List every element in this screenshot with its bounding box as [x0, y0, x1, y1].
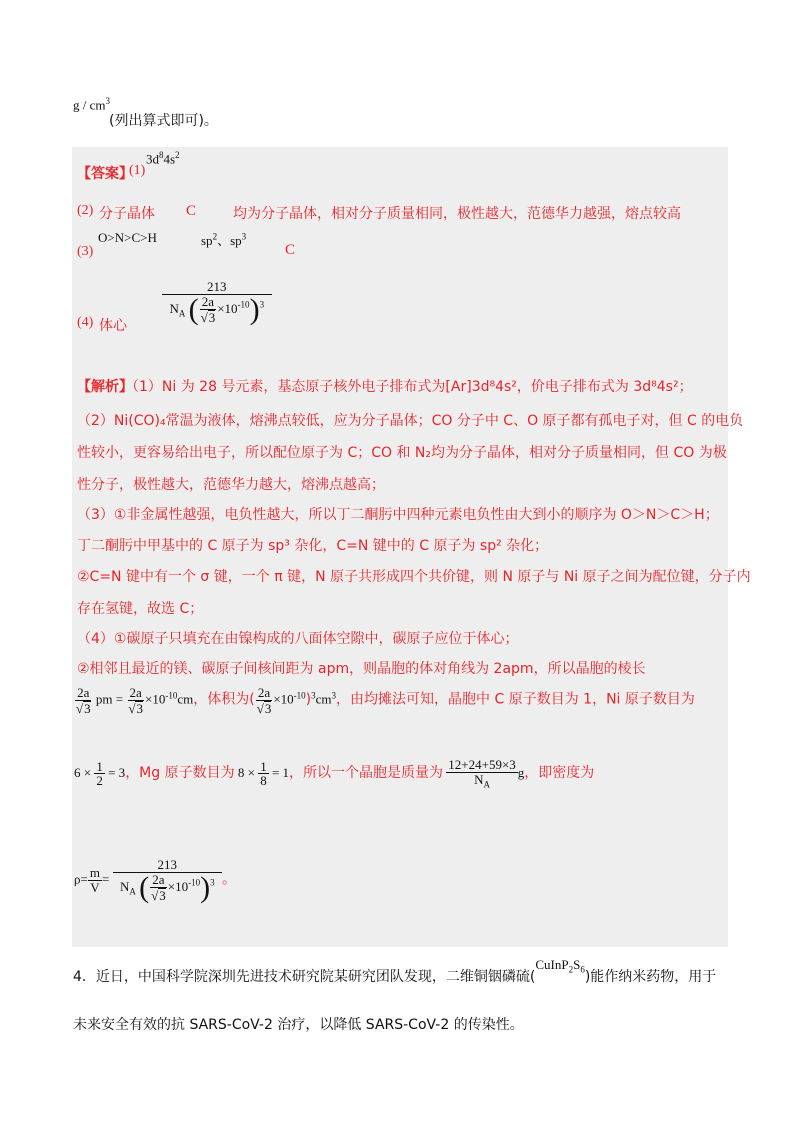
analysis-l2: （2）Ni(CO)₄常温为液体，熔沸点较低，应为分子晶体；CO 分子中 C、O 原子都有孤电子对，但 C 的电负 [77, 413, 744, 429]
analysis-l10: ②相邻且最近的镁、碳原子间核间距为 apm，则晶胞的体对角线为 2apm，所以晶胞的棱长 [77, 661, 646, 677]
analysis-l7: ②C=N 键中有一个 σ 键，一个 π 键，N 原子共形成四个共价键，则 N 原子与 Ni 原子之间为配位键，分子内 [77, 569, 751, 585]
analysis-l9: （4）①碳原子只填充在由镍构成的八面体空隙中，碳原子应位于体心； [77, 631, 519, 647]
analysis-l3: 性较小，更容易给出电子，所以配位原子为 C；CO 和 N₂均为分子晶体，相对分子质量相同，但 CO 为极 [77, 445, 727, 461]
answer-p3-choice: C [285, 242, 296, 258]
answer-p4-a: 体心 [99, 318, 127, 334]
analysis-formula-3: ρ= $\frac{m}{V}$ = 213 $N_A$ ( $\frac{2a}{√3}$ $\times 10^{-10})^3$ 。 [74, 857, 237, 904]
answer-p2-a: 分子晶体 [99, 206, 155, 222]
unit: g / cm [73, 97, 106, 113]
answer-p2-num: (2) [77, 203, 94, 218]
answer-p3-hyb: $sp^2$、$sp^3$ [201, 231, 247, 248]
analysis-formula-1: $\frac{2a}{√3}$ pm = $\frac{2a}{√3}$ $\times 10^{-10}cm$，体积为( $\frac{2a}{√3}$ $\times 10^{-10})^3cm^3$，由均摊法可知，晶胞中 C 原子数目为 1，Ni 原子数目为 [76, 685, 695, 716]
answer-p3-order: O>N>C>H [98, 230, 157, 245]
answer-p1-config: $3d^84s^2$ [146, 150, 180, 167]
analysis-l5: （3）①非金属性越强，电负性越大，所以丁二酮肟中四种元素电负性由大到小的顺序为 O＞N＞C＞H； [77, 507, 719, 523]
analysis-label: 【解析】 [77, 379, 133, 395]
answer-p4-num: (4) [77, 315, 94, 330]
top-note: (列出算式即可)。 [109, 113, 218, 129]
analysis-l8: 存在氢键，故选 C； [77, 601, 204, 617]
answer-p1-num: (1) [129, 163, 146, 178]
q4-line-2: 未来安全有效的抗 SARS-CoV-2 治疗，以降低 SARS-CoV-2 的传染性。 [73, 1017, 524, 1033]
analysis-formula-2: 6 × $\frac{1}{2}$ = 3，Mg 原子数目为 8 × $\frac{1}{8}$ = 1，所以一个晶胞是质量为 $\frac{12+24+59\times 3}{N_A}$ g，即密度为 [74, 757, 595, 790]
answer-p3-num: (3) [77, 244, 94, 259]
q4-line-1: 4．近日，中国科学院深圳先进技术研究院某研究团队发现，二维铜铟磷硫($^{CuInP_2S_6}$)能作纳米药物，用于 [73, 957, 717, 985]
answer-p2-b: C [186, 203, 197, 219]
analysis-l6: 丁二酮肟中甲基中的 C 原子为 sp³ 杂化，C=N 键中的 C 原子为 sp² 杂化； [77, 538, 549, 554]
unit-exp: 3 [105, 96, 110, 106]
analysis-l1: （1）Ni 为 28 号元素，基态原子核外电子排布式为[Ar]3d⁸4s²，价电子排布式为 3d⁸4s²； [125, 379, 693, 395]
answer-label: 【答案】 [77, 166, 133, 182]
analysis-l4: 性分子，极性越大，范德华力越大，熔沸点越高； [77, 477, 385, 493]
answer-p2-c: 均为分子晶体，相对分子质量相同，极性越大，范德华力越强，熔点较高 [233, 206, 681, 222]
answer-p4-formula: 213 $N_A$ ( $\frac{2a}{√3}$ $\times 10^{-10})^3$ [162, 280, 272, 325]
unit-line [73, 96, 110, 113]
